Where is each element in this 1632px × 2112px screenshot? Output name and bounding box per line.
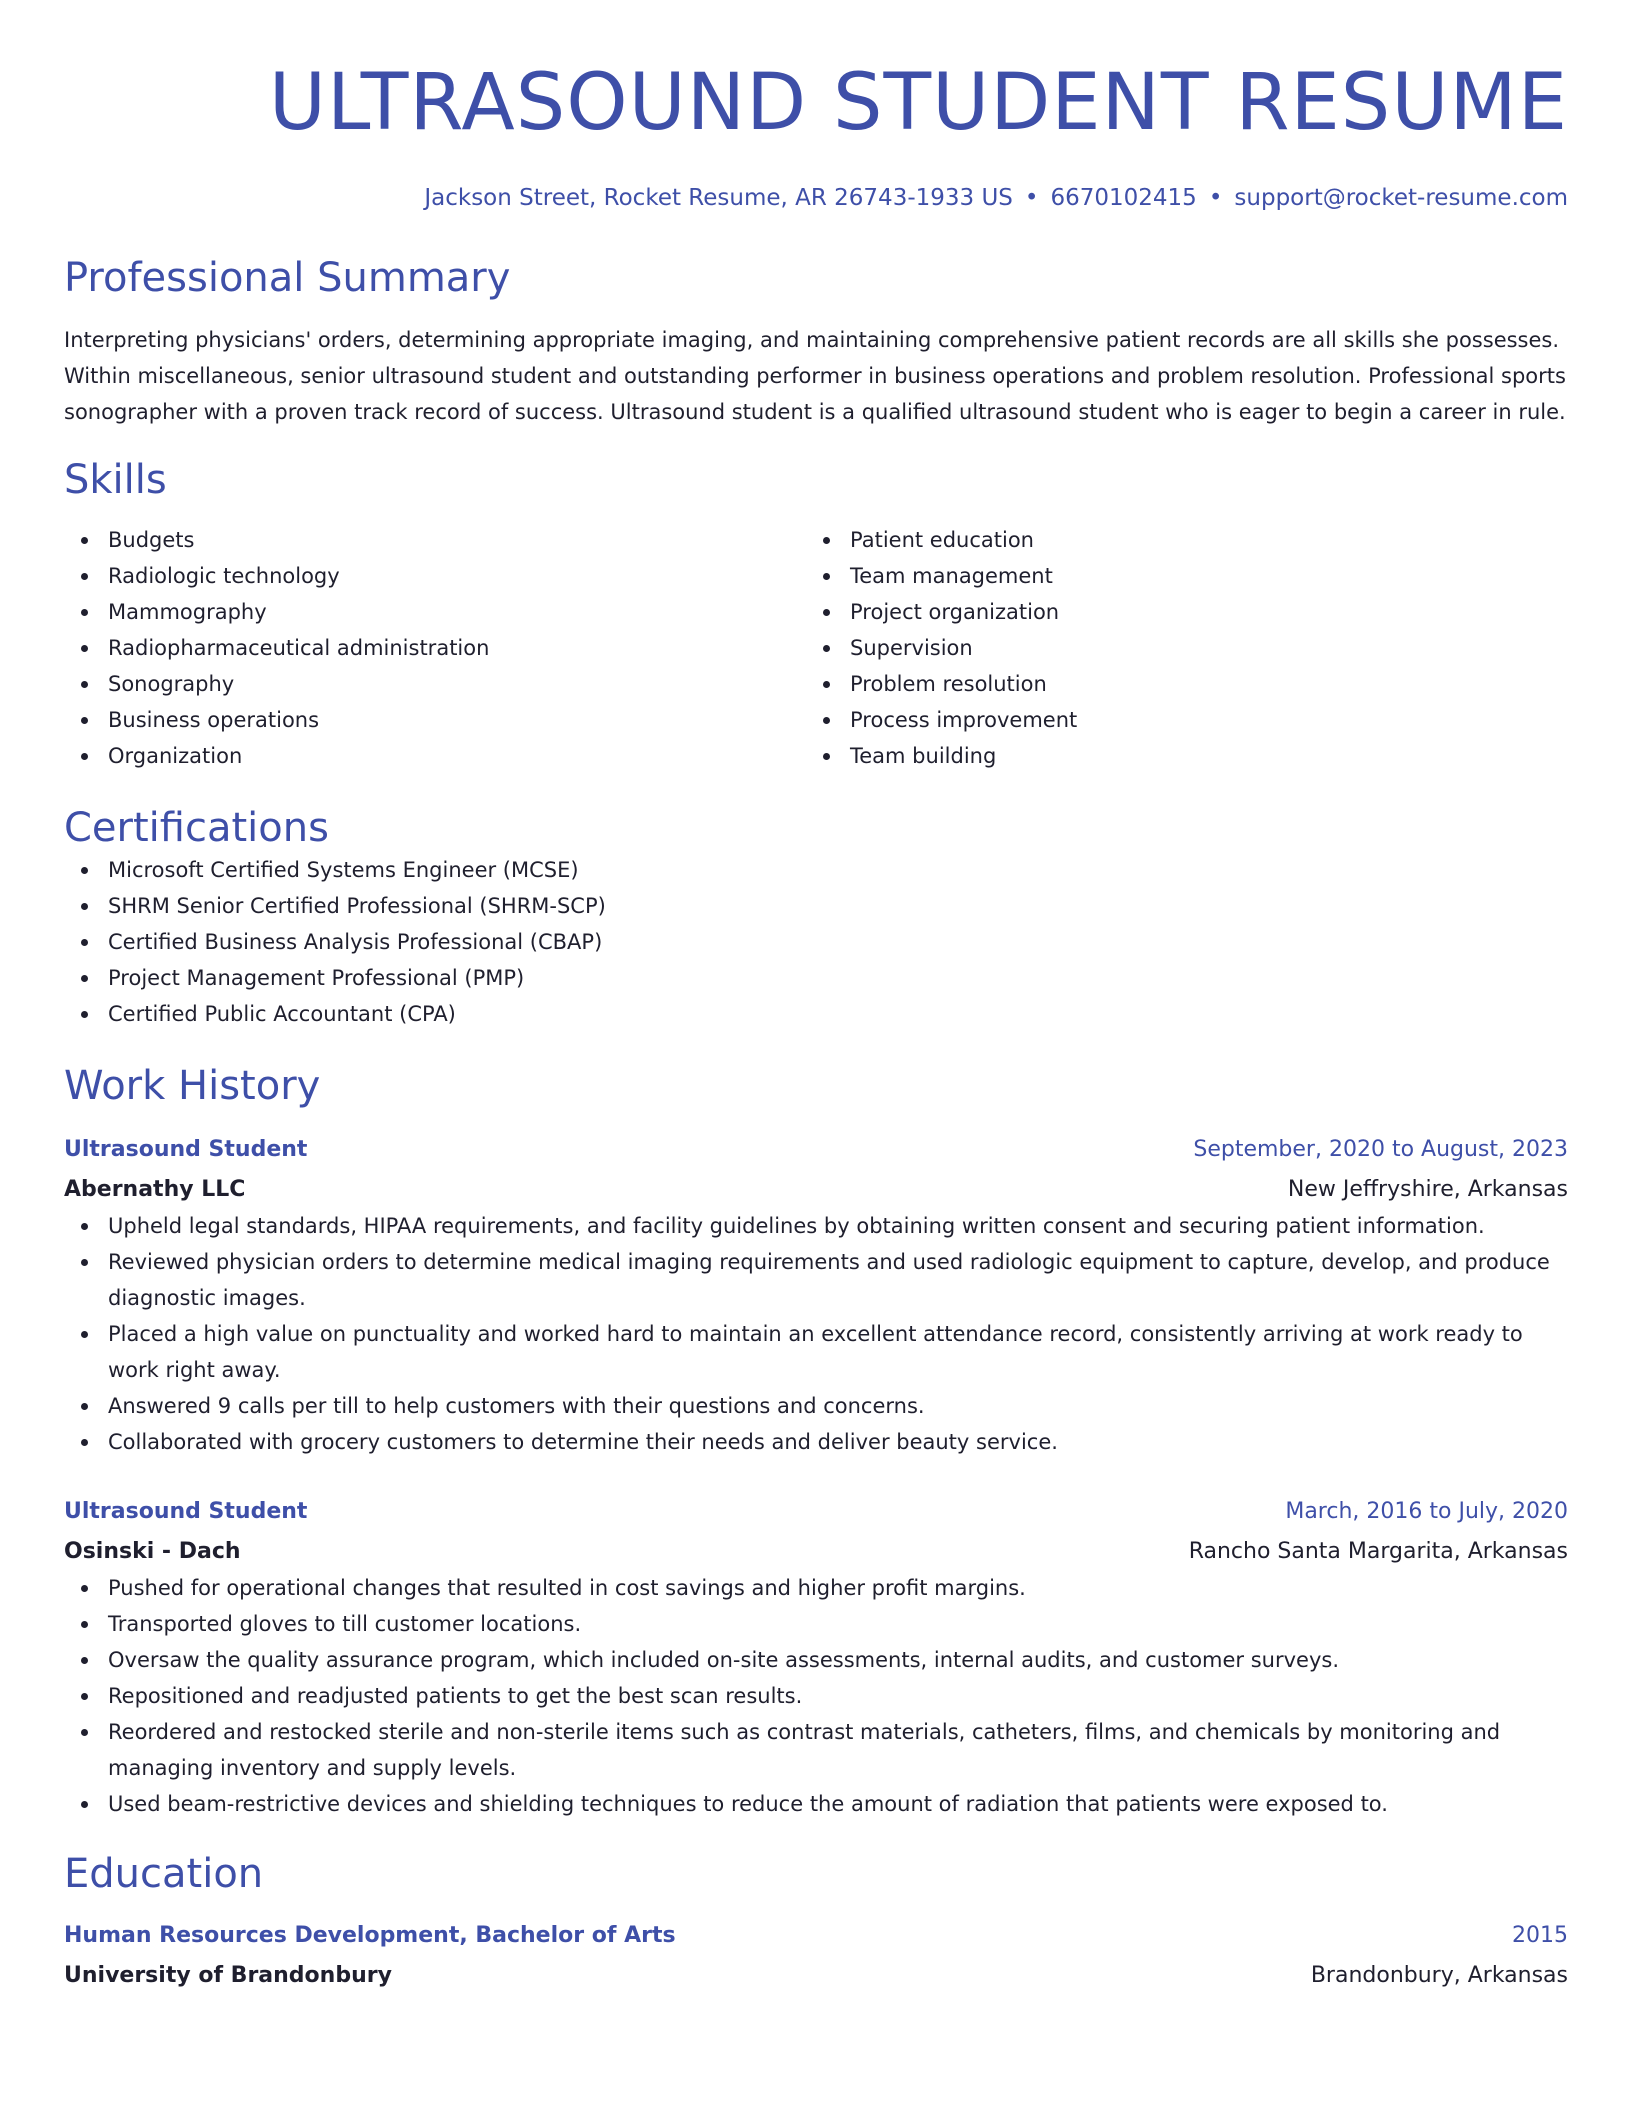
job-header-row — [64, 1494, 1568, 1530]
job-header-row — [64, 1132, 1568, 1168]
contact-line — [64, 184, 1568, 212]
job-duty-item: Placed a high value on punctuality and worked hard to maintain an excellent attendance record, consistently arriving at work ready to work right away. — [64, 1316, 1568, 1388]
certifications-heading: Certifications — [64, 805, 329, 851]
job-title: Ultrasound Student — [64, 1137, 308, 1162]
education-degree: Human Resources Development, Bachelor of Arts — [64, 1923, 676, 1948]
job-location: New Jeffryshire, Arkansas — [1287, 1177, 1568, 1202]
summary-heading: Professional Summary — [64, 255, 511, 301]
skill-item: Patient education — [806, 522, 1548, 558]
job-duty-item: Reviewed physician orders to determine medical imaging requirements and used radiologic equipment to capture, develop, and produce diagnostic images. — [64, 1244, 1568, 1316]
summary-text: Interpreting physicians' orders, determining appropriate imaging, and maintaining comprehensive patient records are all skills she possesses. Within miscellaneous, senior ultrasound student and outstanding performer in business operations and problem resolution. Professional sports sonographer with a proven track record of success. Ultrasound student is a qualified ultrasound student who is eager to begin a career in rule. — [64, 328, 1566, 424]
job-company: Osinski - Dach — [64, 1539, 241, 1564]
skill-item: Organization — [64, 738, 806, 774]
resume-title: ULTRASOUND STUDENT RESUME — [268, 58, 1568, 148]
job-duties-list — [64, 1570, 1568, 1822]
resume-page — [64, 0, 1568, 1994]
job-duty-item: Pushed for operational changes that resulted in cost savings and higher profit margins. — [64, 1570, 1568, 1606]
job-company-row — [64, 1530, 1568, 1570]
skill-item: Radiologic technology — [64, 558, 806, 594]
job-dates: March, 2016 to July, 2020 — [1285, 1499, 1568, 1524]
certifications-list — [64, 852, 1568, 1032]
skill-item: Process improvement — [806, 702, 1548, 738]
education-location: Brandonbury, Arkansas — [1310, 1963, 1568, 1988]
job-entry — [64, 1132, 1568, 1460]
education-school: University of Brandonbury — [64, 1963, 392, 1988]
education-heading: Education — [64, 1851, 264, 1897]
certification-item: SHRM Senior Certified Professional (SHRM-SCP) — [64, 888, 1568, 924]
skills-column-left — [64, 522, 806, 774]
education-school-row — [64, 1954, 1568, 1994]
certification-item: Microsoft Certified Systems Engineer (MCSE) — [64, 852, 1568, 888]
skill-item: Budgets — [64, 522, 806, 558]
job-duty-item: Reordered and restocked sterile and non-sterile items such as contrast materials, catheters, films, and chemicals by monitoring and managing inventory and supply levels. — [64, 1714, 1568, 1786]
contact-address: Jackson Street, Rocket Resume, AR 26743-1933 US — [424, 185, 1013, 211]
skills-heading: Skills — [64, 457, 167, 503]
work-history-heading: Work History — [64, 1063, 321, 1109]
certification-item: Certified Business Analysis Professional (CBAP) — [64, 924, 1568, 960]
job-duty-item: Transported gloves to till customer locations. — [64, 1606, 1568, 1642]
certification-item: Project Management Professional (PMP) — [64, 960, 1568, 996]
job-location: Rancho Santa Margarita, Arkansas — [1188, 1539, 1568, 1564]
job-duty-item: Answered 9 calls per till to help customers with their questions and concerns. — [64, 1388, 1568, 1424]
skill-item: Radiopharmaceutical administration — [64, 630, 806, 666]
certification-item: Certified Public Accountant (CPA) — [64, 996, 1568, 1032]
skills-list-left — [64, 522, 806, 774]
contact-separator: • — [1024, 185, 1039, 211]
job-dates: September, 2020 to August, 2023 — [1193, 1137, 1568, 1162]
job-duty-item: Collaborated with grocery customers to determine their needs and deliver beauty service. — [64, 1424, 1568, 1460]
job-duty-item: Used beam-restrictive devices and shielding techniques to reduce the amount of radiation that patients were exposed to. — [64, 1786, 1568, 1822]
contact-phone: 6670102415 — [1050, 185, 1197, 211]
job-company-row — [64, 1168, 1568, 1208]
skill-item: Team building — [806, 738, 1548, 774]
skill-item: Business operations — [64, 702, 806, 738]
skill-item: Mammography — [64, 594, 806, 630]
skill-item: Project organization — [806, 594, 1548, 630]
skills-list-right — [806, 522, 1548, 774]
contact-separator: • — [1208, 185, 1223, 211]
job-duties-list — [64, 1208, 1568, 1460]
job-title: Ultrasound Student — [64, 1499, 308, 1524]
contact-email: support@rocket-resume.com — [1234, 185, 1568, 211]
skill-item: Supervision — [806, 630, 1548, 666]
skill-item: Team management — [806, 558, 1548, 594]
education-year: 2015 — [1512, 1923, 1568, 1948]
skills-grid — [64, 522, 1568, 774]
skill-item: Problem resolution — [806, 666, 1548, 702]
job-duty-item: Upheld legal standards, HIPAA requirements, and facility guidelines by obtaining written consent and securing patient information. — [64, 1208, 1568, 1244]
job-entry — [64, 1494, 1568, 1822]
job-duty-item: Repositioned and readjusted patients to get the best scan results. — [64, 1678, 1568, 1714]
skill-item: Sonography — [64, 666, 806, 702]
education-header-row — [64, 1918, 1568, 1954]
job-duty-item: Oversaw the quality assurance program, which included on-site assessments, internal audits, and customer surveys. — [64, 1642, 1568, 1678]
education-entry — [64, 1918, 1568, 1994]
job-company: Abernathy LLC — [64, 1177, 246, 1202]
skills-column-right — [806, 522, 1548, 774]
